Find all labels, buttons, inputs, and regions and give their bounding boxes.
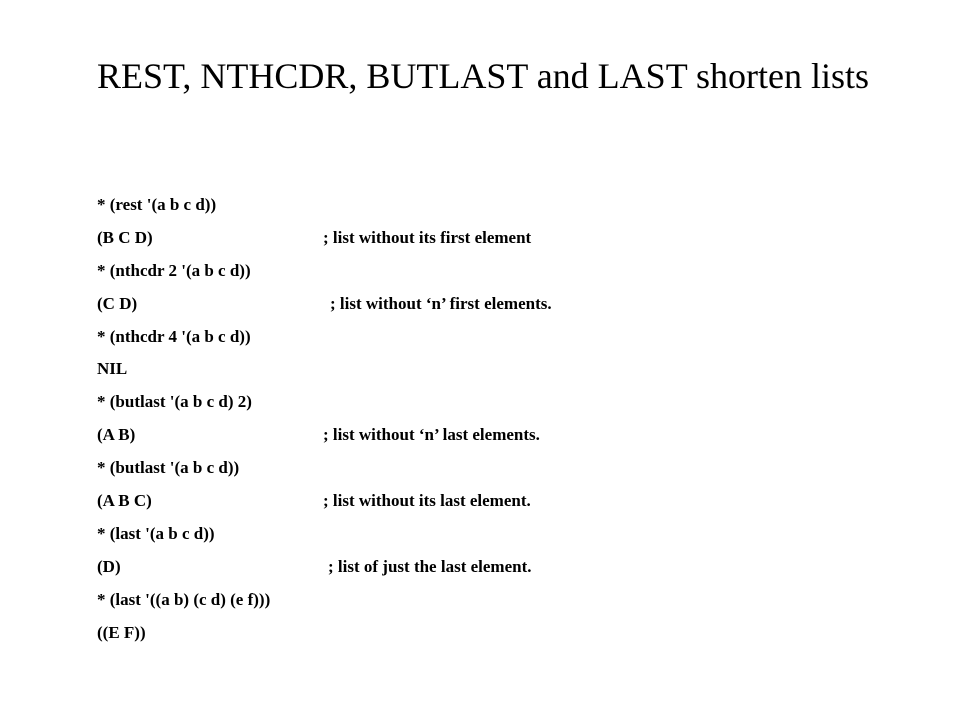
code-expression: * (butlast '(a b c d) 2) (97, 392, 252, 411)
code-expression: * (last '((a b) (c d) (e f))) (97, 590, 271, 609)
code-line (97, 256, 251, 286)
code-expression: * (butlast '(a b c d)) (97, 458, 240, 477)
code-line (97, 486, 531, 516)
code-line (97, 519, 215, 549)
code-comment: ; list without ‘n’ first elements. (330, 294, 552, 313)
code-line (97, 354, 128, 384)
code-result: (D) (97, 557, 121, 576)
code-result: ((E F)) (97, 623, 146, 642)
code-result: (B C D) (97, 228, 153, 247)
code-line (97, 453, 240, 483)
code-line (97, 420, 540, 450)
code-line (97, 618, 146, 648)
code-line (97, 322, 251, 352)
code-line (97, 190, 217, 220)
slide-title: REST, NTHCDR, BUTLAST and LAST shorten lists (97, 56, 870, 96)
code-result: (C D) (97, 294, 138, 313)
code-line (97, 585, 271, 615)
code-comment: ; list without ‘n’ last elements. (323, 425, 540, 444)
code-expression: * (nthcdr 2 '(a b c d)) (97, 261, 251, 280)
code-result: NIL (97, 359, 128, 378)
code-comment: ; list without its last element. (323, 491, 531, 510)
code-result: (A B) (97, 425, 136, 444)
code-result: (A B C) (97, 491, 152, 510)
code-expression: * (last '(a b c d)) (97, 524, 215, 543)
code-line (97, 289, 552, 319)
code-line (97, 552, 532, 582)
code-line (97, 387, 252, 417)
code-expression: * (rest '(a b c d)) (97, 195, 217, 214)
code-expression: * (nthcdr 4 '(a b c d)) (97, 327, 251, 346)
code-line (97, 223, 532, 253)
code-comment: ; list without its first element (323, 228, 532, 247)
code-comment: ; list of just the last element. (328, 557, 532, 576)
